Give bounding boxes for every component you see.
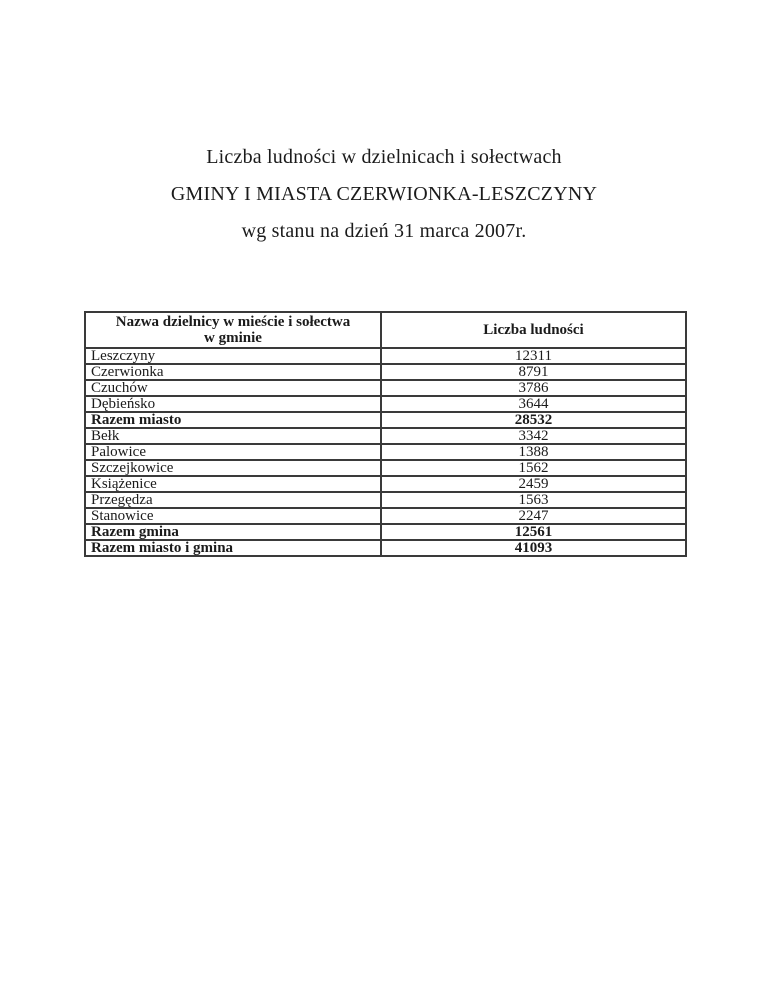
title-line-2: GMINY I MIASTA CZERWIONKA-LESZCZYNY xyxy=(170,183,598,205)
table-row xyxy=(85,396,686,412)
population-value: 2247 xyxy=(381,508,686,524)
district-name: Razem gmina xyxy=(85,524,381,540)
district-name: Czerwionka xyxy=(85,364,381,380)
table-row-summary-total xyxy=(85,540,686,556)
population-value: 41093 xyxy=(381,540,686,556)
district-name: Książenice xyxy=(85,476,381,492)
population-value: 8791 xyxy=(381,364,686,380)
title-line-1: Liczba ludności w dzielnicach i sołectwach xyxy=(206,146,562,168)
district-name: Bełk xyxy=(85,428,381,444)
population-value: 3342 xyxy=(381,428,686,444)
population-value: 3644 xyxy=(381,396,686,412)
district-name: Stanowice xyxy=(85,508,381,524)
district-name: Dębieńsko xyxy=(85,396,381,412)
title-line-3: wg stanu na dzień 31 marca 2007r. xyxy=(241,220,527,242)
district-name: Szczejkowice xyxy=(85,460,381,476)
population-value: 1388 xyxy=(381,444,686,460)
table-row-summary-city xyxy=(85,412,686,428)
population-table xyxy=(84,311,687,557)
district-name: Razem miasto xyxy=(85,412,381,428)
population-value: 2459 xyxy=(381,476,686,492)
table-row xyxy=(85,492,686,508)
table-row-summary-rural xyxy=(85,524,686,540)
population-value: 12311 xyxy=(381,348,686,364)
table-row xyxy=(85,444,686,460)
table-body xyxy=(85,348,686,556)
district-name: Razem miasto i gmina xyxy=(85,540,381,556)
table-header xyxy=(85,312,686,348)
table-row xyxy=(85,508,686,524)
population-value: 1562 xyxy=(381,460,686,476)
table-row xyxy=(85,348,686,364)
header-district-line-1: Nazwa dzielnicy w mieście i sołectwa xyxy=(115,314,351,330)
population-value: 1563 xyxy=(381,492,686,508)
district-name: Przegędza xyxy=(85,492,381,508)
population-value: 12561 xyxy=(381,524,686,540)
document-title xyxy=(0,139,768,250)
table-row xyxy=(85,380,686,396)
table-row xyxy=(85,460,686,476)
table-row xyxy=(85,364,686,380)
population-value: 28532 xyxy=(381,412,686,428)
district-name: Palowice xyxy=(85,444,381,460)
district-name: Czuchów xyxy=(85,380,381,396)
header-population-column: Liczba ludności xyxy=(381,312,686,348)
header-district-line-2: w gminie xyxy=(204,330,262,346)
table-row xyxy=(85,476,686,492)
population-value: 3786 xyxy=(381,380,686,396)
table-row xyxy=(85,428,686,444)
header-district-column xyxy=(85,312,381,348)
header-row xyxy=(85,312,686,348)
district-name: Leszczyny xyxy=(85,348,381,364)
